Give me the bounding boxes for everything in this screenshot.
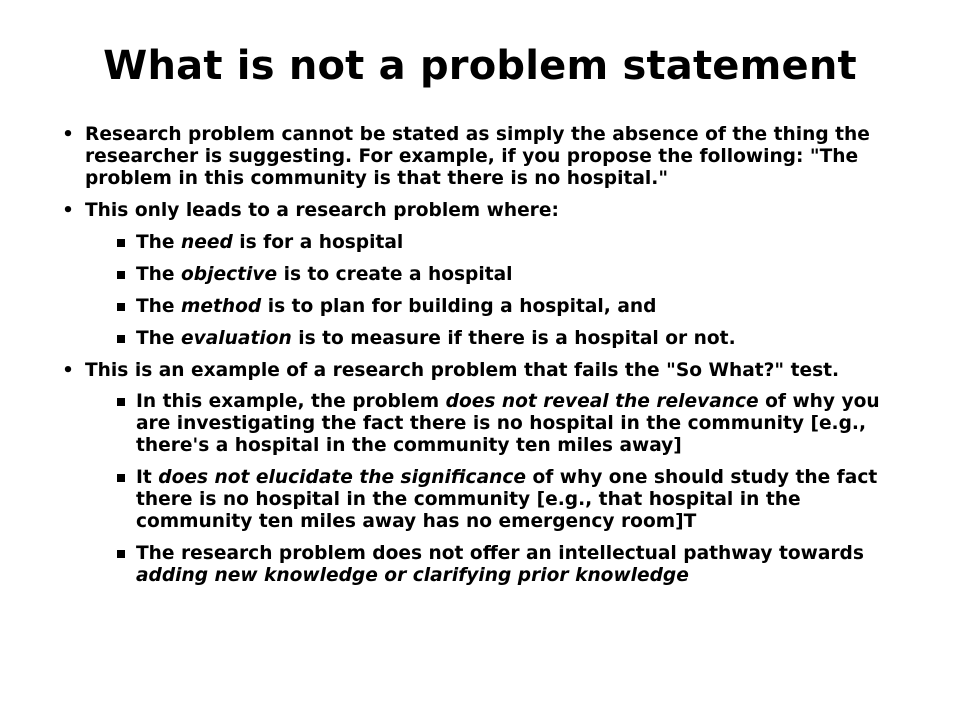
sub-bullet-item [85, 296, 917, 318]
bullet-item [62, 200, 917, 222]
square-bullet-icon [117, 398, 125, 406]
sub-bullet-text-post: is to plan for building a hospital, and [261, 296, 657, 317]
sub-bullet-text-post: is to create a hospital [277, 264, 513, 285]
slide-content [62, 124, 917, 587]
square-bullet-icon [117, 239, 125, 247]
sub-bullet-text-emphasis: does not reveal the relevance [445, 391, 759, 412]
sub-bullet-item [85, 328, 917, 350]
sub-bullet-text-post: of why you are investigating the fact there is no hospital in the community [e.g., there's a hospital in the community ten miles away] [136, 391, 880, 456]
slide-title: What is not a problem statement [103, 43, 857, 89]
sub-bullet-item [85, 391, 917, 457]
square-bullet-icon [117, 335, 125, 343]
sub-bullet-text-post: of why one should study the fact there is no hospital in the community [e.g., that hospital in the community ten miles away has no emergency room]T [136, 467, 878, 532]
sub-bullet-text-emphasis: need [181, 232, 233, 253]
bullet-text: This only leads to a research problem where: [85, 200, 559, 221]
sub-bullet-text-pre: The [136, 264, 182, 285]
bullet-text: Research problem cannot be stated as simply the absence of the thing the researcher is suggesting. For example, if you propose the following: "The problem in this community is that there is no hospital." [85, 124, 870, 189]
sub-bullet-text-post: is for a hospital [232, 232, 404, 253]
sub-bullet-text-pre: The [136, 296, 182, 317]
bullet-item [62, 124, 917, 190]
square-bullet-icon [117, 271, 125, 279]
sub-bullet-text-pre: The [136, 328, 182, 349]
bullet-item [62, 360, 917, 382]
bullet-dot-icon: • [62, 200, 74, 221]
sub-bullet-text-pre: It [136, 467, 159, 488]
sub-bullet-text-emphasis: objective [181, 264, 278, 285]
sub-bullet-item [85, 264, 917, 286]
sub-bullet-text-post: is to measure if there is a hospital or not. [291, 328, 736, 349]
sub-bullet-item [85, 467, 917, 533]
square-bullet-icon [117, 303, 125, 311]
bullet-dot-icon: • [62, 360, 74, 381]
bullet-dot-icon: • [62, 124, 74, 145]
sub-bullet-text-emphasis: method [181, 296, 262, 317]
sub-bullet-text-pre: In this example, the problem [136, 391, 446, 412]
sub-bullet-text-emphasis: evaluation [181, 328, 292, 349]
sub-bullet-text-pre: The [136, 232, 182, 253]
sub-bullet-text-emphasis: adding new knowledge or clarifying prior knowledge [136, 565, 689, 586]
square-bullet-icon [117, 550, 125, 558]
sub-bullet-text-pre: The research problem does not offer an intellectual pathway towards [136, 543, 864, 564]
sub-bullet-text-emphasis: does not elucidate the significance [158, 467, 526, 488]
sub-bullet-item [85, 543, 917, 587]
sub-bullet-item [85, 232, 917, 254]
bullet-text: This is an example of a research problem that fails the "So What?" test. [85, 360, 840, 381]
square-bullet-icon [117, 474, 125, 482]
